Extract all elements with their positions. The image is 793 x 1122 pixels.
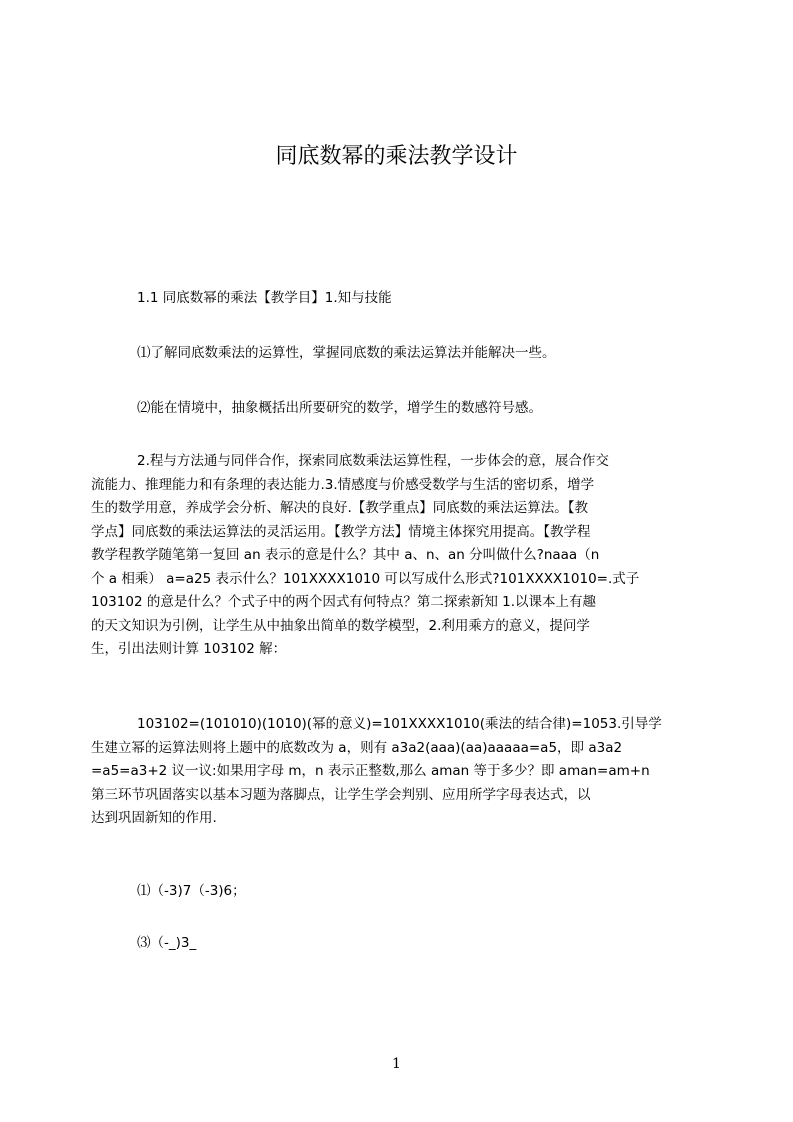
- exercise-3: [91, 932, 743, 956]
- text-line: =a5=a3+2 议一议:如果用字母 m，n 表示正整数,那么 aman 等于多少？即 aman=am+n: [91, 763, 650, 779]
- paragraph-process: [91, 450, 697, 662]
- text-line: ⑴了解同底数乘法的运算性，掌握同底数的乘法运算法并能解决一些。: [137, 345, 556, 361]
- text-line: 流能力、推理能力和有条理的表达能力.3.情感度与价感受数学与生活的密切系，增学: [91, 476, 595, 493]
- page-number: 1: [392, 1056, 401, 1072]
- text-line: 生建立幂的运算法则将上题中的底数改为 a，则有 a3a2(aaa)(aa)aaaaa=a5，即 a3a2: [91, 739, 623, 756]
- exercise-1: [91, 880, 743, 904]
- text-line: 生的数学用意，养成学会分析、解决的良好.【教学重点】同底数的乘法运算法。【教: [91, 500, 589, 516]
- text-line: 1.1 同底数幂的乘法【教学目】1.知与技能: [137, 290, 392, 306]
- paragraph-goal-1: [91, 342, 743, 366]
- text-line: 103102=(101010)(1010)(幂的意义)=101XXXX1010(乘法的结合律)=1053.引导学: [137, 716, 662, 732]
- text-line: 103102 的意是什么？个式子中的两个因式有何特点？第二探索新知 1.以课本上有趣: [91, 594, 596, 610]
- paragraph-derivation: [91, 713, 697, 831]
- text-line: 2.程与方法通与同伴合作，探索同底数乘法运算性程，一步体会的意，展合作交: [137, 453, 609, 469]
- text-line: 教学程教学随笔第一复回 an 表示的意是什么？其中 a、n、an 分叫做什么?naaa（n: [91, 547, 600, 563]
- text-line: 学点】同底数的乘法运算法的灵活运用。【教学方法】情境主体探究用提高。【教学程: [91, 523, 591, 540]
- text-line: 生，引出法则计算 103102 解：: [91, 641, 287, 657]
- text-line: ⑵能在情境中，抽象概括出所要研究的数学，增学生的数感符号感。: [137, 400, 542, 416]
- paragraph-heading: [91, 287, 743, 311]
- text-line: 第三环节巩固落实以基本习题为落脚点，让学生学会判别、应用所学字母表达式，以: [91, 786, 591, 803]
- text-line: 达到巩固新知的作用.: [91, 810, 217, 826]
- paragraph-goal-2: [91, 397, 743, 421]
- text-line: ⑶（-_)3_: [137, 935, 197, 951]
- text-line: 的天文知识为引例，让学生从中抽象出简单的数学模型，2.利用乘方的意义，提问学: [91, 617, 590, 634]
- text-line: ⑴（-3)7（-3)6；: [137, 883, 246, 899]
- text-line: 个 a 相乘） a=a25 表示什么？101XXXX1010 可以写成什么形式?101XXXX1010=.式子: [91, 570, 640, 587]
- document-title: 同底数幂的乘法教学设计: [275, 144, 518, 169]
